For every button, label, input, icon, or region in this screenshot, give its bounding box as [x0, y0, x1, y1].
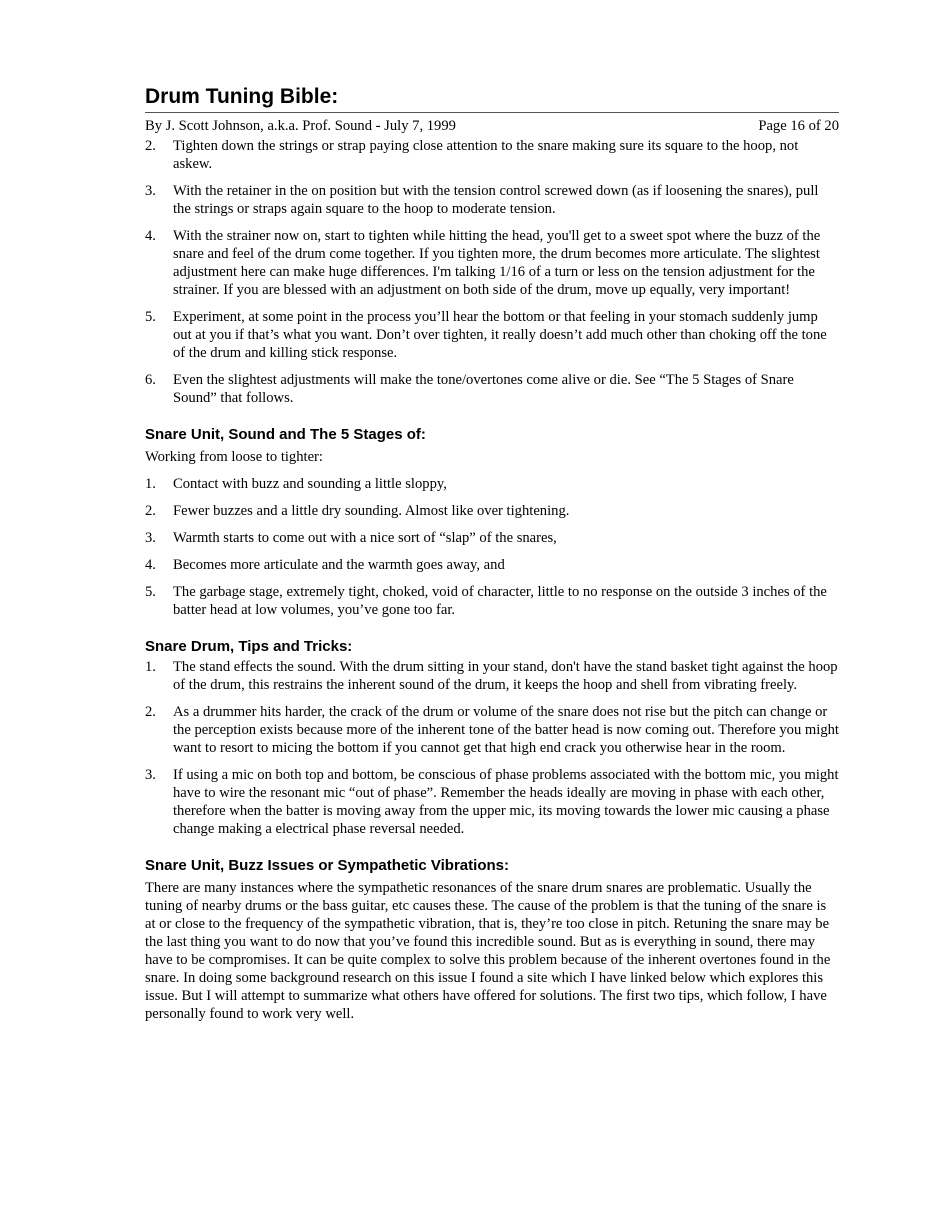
list-number: 2. [145, 138, 156, 154]
list-text: With the strainer now on, start to tighten while hitting the head, you'll get to a sweet spot where the buzz of the snare and feel of the drum come together. If you tighten more, the drum becomes more articulate. The slightest adjustment here can make huge differences. I'm talking 1/16 of a turn or less on the tension adjustment for the strainer. If you are blessed with an adjustment on both side of the drum, move up equally, very important! [173, 228, 821, 298]
list-text: Contact with buzz and sounding a little sloppy, [173, 476, 447, 492]
list-text: Even the slightest adjustments will make the tone/overtones come alive or die. See “The 5 Stages of Snare Sound” that follows. [173, 372, 794, 406]
list-item [145, 475, 839, 493]
list-number: 4. [145, 557, 156, 573]
author-byline: By J. Scott Johnson, a.k.a. Prof. Sound - July 7, 1999 [145, 118, 456, 134]
tips-list [145, 658, 839, 838]
list-text: As a drummer hits harder, the crack of the drum or volume of the snare does not rise but the pitch can change or the perception exists because more of the inherent tone of the batter head is now coming out. Therefore you might want to resort to micing the bottom if you cannot get that high end crack you otherwise hear in the room. [173, 704, 839, 756]
list-item [145, 308, 839, 362]
page-number: Page 16 of 20 [758, 118, 839, 134]
list-number: 3. [145, 767, 156, 783]
list-number: 1. [145, 476, 156, 492]
list-item [145, 182, 839, 218]
list-item [145, 371, 839, 407]
list-item [145, 502, 839, 520]
stages-intro: Working from loose to tighter: [145, 449, 323, 465]
list-item [145, 766, 839, 838]
list-number: 2. [145, 503, 156, 519]
strainer-steps-list [145, 137, 839, 407]
stages-heading: Snare Unit, Sound and The 5 Stages of: [145, 426, 426, 443]
document-page [145, 84, 839, 1023]
list-item [145, 583, 839, 619]
buzz-paragraph: There are many instances where the sympathetic resonances of the snare drum snares are problematic. Usually the tuning of nearby drums or the bass guitar, etc causes these. The cause of the problem is that the tuning of the snare is at or close to the frequency of the sympathetic vibration, that is, they’re too close in pitch. Retuning the snare may be the last thing you want to do now that you’ve found this incredible sound. But as is everything in sound, there may have to be compromises. It can be quite complex to solve this problem because of the inherent overtones found in the snare. In doing some background research on this issue I found a site which I have linked below which explores this issue. But I will attempt to summarize what others have offered for solutions. The first two tips, which follow, I have personally found to work very well. [145, 880, 831, 1022]
stages-list [145, 475, 839, 619]
buzz-heading: Snare Unit, Buzz Issues or Sympathetic Vibrations: [145, 857, 509, 874]
list-text: Fewer buzzes and a little dry sounding. Almost like over tightening. [173, 503, 570, 519]
list-number: 2. [145, 704, 156, 720]
list-item [145, 703, 839, 757]
list-text: The garbage stage, extremely tight, choked, void of character, little to no response on the outside 3 inches of the batter head at low volumes, you’ve gone too far. [173, 584, 827, 618]
list-text: With the retainer in the on position but with the tension control screwed down (as if loosening the snares), pull the strings or straps again square to the hoop to moderate tension. [173, 183, 819, 217]
list-item [145, 137, 839, 173]
list-number: 4. [145, 228, 156, 244]
list-number: 5. [145, 309, 156, 325]
tips-heading: Snare Drum, Tips and Tricks: [145, 638, 353, 655]
list-item [145, 658, 839, 694]
list-number: 3. [145, 183, 156, 199]
list-item [145, 227, 839, 299]
byline-row [145, 117, 839, 135]
list-item [145, 529, 839, 547]
list-number: 1. [145, 659, 156, 675]
list-text: Tighten down the strings or strap paying close attention to the snare making sure its square to the hoop, not askew. [173, 138, 799, 172]
list-text: Experiment, at some point in the process you’ll hear the bottom or that feeling in your stomach suddenly jump out at you if that’s what you want. Don’t over tighten, it really doesn’t add much other than choking off the tone of the drum and killing stick response. [173, 309, 827, 361]
list-item [145, 556, 839, 574]
list-number: 5. [145, 584, 156, 600]
list-text: Becomes more articulate and the warmth goes away, and [173, 557, 505, 573]
list-number: 6. [145, 372, 156, 388]
list-number: 3. [145, 530, 156, 546]
document-title: Drum Tuning Bible: [145, 84, 839, 113]
list-text: Warmth starts to come out with a nice sort of “slap” of the snares, [173, 530, 557, 546]
list-text: If using a mic on both top and bottom, be conscious of phase problems associated with the bottom mic, you might have to wire the resonant mic “out of phase”. Remember the heads ideally are moving in phase with each other, therefore when the batter is moving away from the upper mic, its moving towards the lower mic causing a phase change making a electrical phase reversal needed. [173, 767, 839, 837]
list-text: The stand effects the sound. With the drum sitting in your stand, don't have the stand basket tight against the hoop of the drum, this restrains the inherent sound of the drum, it keeps the hoop and shell from vibrating freely. [173, 659, 838, 693]
